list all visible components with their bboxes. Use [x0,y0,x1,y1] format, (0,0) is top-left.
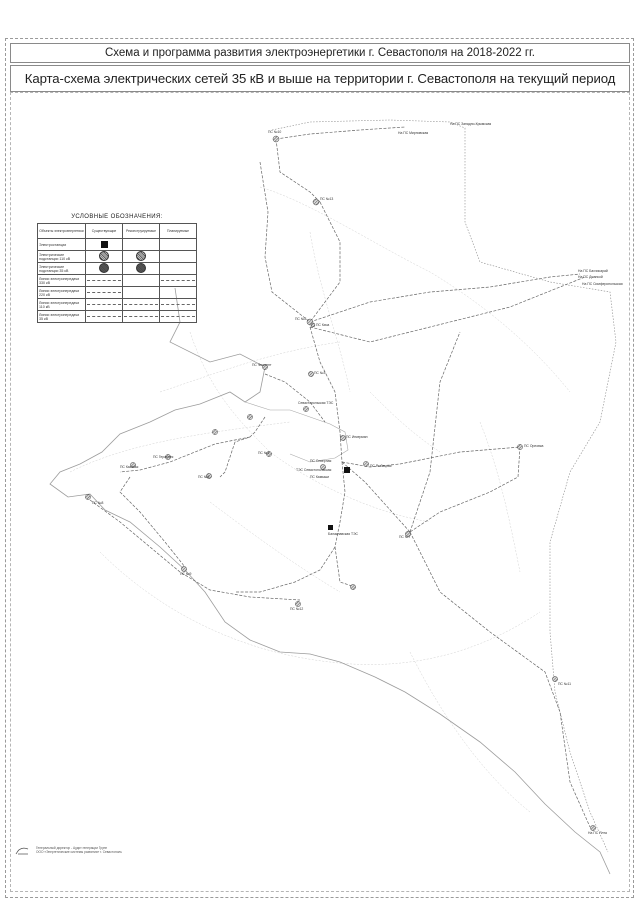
legend-row-label: Линии электропередачи 110 кВ [38,299,86,311]
line-east-c [410,332,460,532]
label-ps-left-b: ПС Гераклея [153,455,174,459]
power-plant-marker [344,467,350,473]
substation-marker [273,136,279,142]
label-ps-top-far: На ПС Западно-Крымская [450,122,492,126]
line-330-planned-symbol [161,280,195,281]
legend-row-label: Электрические подстанции 35 кВ [38,263,86,275]
substation-marker [247,414,252,419]
label-ps-right-mid: ПС Орловка [524,444,544,448]
label-ps-center-c: ПС Северная [310,459,332,463]
line-west-d [235,547,335,592]
substation-marker [350,584,355,589]
substation-marker [181,566,186,571]
label-ps-left-a: ПС Казачья [120,465,139,469]
footer-note [36,846,171,854]
line-110-symbol [87,304,121,305]
label-ps-center-f: ПС Рыбацкая [370,464,392,468]
label-ps-east-feed: На ПС Бахчисарай [578,269,608,273]
line-north-c [310,202,340,322]
label-ps-center-b: Севастопольская ТЭС [298,401,334,405]
substation-35-symbol [99,263,109,273]
line-west-a [235,417,265,442]
coastline [50,288,610,874]
substation-35-reconstructed-symbol [136,263,146,273]
label-ps-east-south: ПС №11 [558,682,571,686]
line-north-a [276,127,405,139]
line-west-f [90,500,300,600]
document-title [10,43,630,63]
line-center-a [310,327,342,462]
line-330-symbol [87,280,121,281]
label-ps-south-b: ПС №9 [180,572,192,576]
substation-marker [517,444,522,449]
substation-marker [340,435,345,440]
footer-note-line1: Генеральный директор - Аудит генерации Групп [36,846,108,850]
document-title-text: Схема и программа развития электроэнергетики г. Севастополя на 2018-2022 гг. [104,47,536,59]
substation-marker [303,406,308,411]
line-east-d [400,447,520,464]
line-110-reconstructed-symbol [124,304,158,305]
line-south-a [410,532,590,827]
label-ps-left-d: ПС №6 [198,475,210,479]
label-ps-center-g: Балаклавская ТЭС [328,532,358,536]
substation-marker [295,601,300,606]
legend-col-existing: Существующие [86,224,123,239]
legend-row-label: Электрические подстанции 110 кВ [38,251,86,263]
label-ps-left-c: ПС №4 [258,451,270,455]
map-subtitle-text: Карта-схема электрических сетей 35 кВ и выше на территории г. Севастополя на текущий период [24,71,616,86]
legend-col-objects: Объекты электроэнергетики [38,224,86,239]
map-subtitle [10,65,630,92]
substation-110-symbol [99,251,109,261]
line-center-d [342,462,410,532]
label-ps-ingul: ПС №10 [268,130,282,134]
legend-table [37,223,197,323]
label-ps-port: ПС Кача [316,323,330,327]
line-east-e [410,447,520,532]
line-north-b [276,139,320,202]
label-ps-n2: ПС №2 [295,317,307,321]
substation-marker [313,199,319,205]
label-ps-far-south: На ПС Ялта [588,831,607,835]
company-logo-icon [14,846,32,856]
label-ps-fiolent: ПС Фиолент [252,363,272,367]
line-center-e [265,374,325,422]
power-plants [328,467,350,530]
line-west-c [220,442,235,477]
legend-row-label: Линии электропередачи 35 кВ [38,311,86,323]
label-ps-east-feed3: На ПС Симферопольская [582,282,623,286]
legend-col-planned: Планируемые [160,224,197,239]
line-35-reconstructed-symbol [124,316,158,317]
label-ps-mid-right: ПС №7 [399,535,411,539]
label-ps-center-d: ПС Камыши [310,475,330,479]
line-west-b [120,437,250,472]
label-ps-top-right: На ПС Мирновская [398,131,429,135]
substation-marker [552,676,557,681]
substation-marker [308,371,313,376]
line-220-symbol [87,292,121,293]
label-ps-center-e: ТЭС Севастопольская [296,468,332,472]
line-east-b [310,277,585,342]
legend-row-label: Электростанции [38,239,86,251]
label-ps-n13: ПС №13 [320,197,334,201]
line-35-symbol [87,316,121,317]
legend-row-label: Линии электропередачи 330 кВ [38,275,86,287]
legend-title: УСЛОВНЫЕ ОБОЗНАЧЕНИЯ: [71,214,163,220]
line-north-d [260,162,310,322]
line-35-planned-symbol [161,316,195,317]
substation-marker [212,429,217,434]
substation-110-reconstructed-symbol [136,251,146,261]
label-ps-east-feed2: На ПС Джанкой [578,275,603,279]
legend-row-label: Линии электропередачи 220 кВ [38,287,86,299]
footer-note-line2: ООО «Энергетические системы развития» г. Севастополь [36,850,122,854]
substation-marker [590,825,595,830]
power-plant-symbol [101,241,108,248]
label-ps-inkerman: ПС Инкерман [346,435,368,439]
substation-marker [363,461,368,466]
line-south-b [335,547,355,587]
network-map [10,92,630,892]
legend-col-reconstructed: Реконструируемые [123,224,160,239]
substation-marker [311,323,315,327]
substation-marker [85,494,90,499]
map-legend [37,214,197,323]
power-plant-marker [328,525,333,530]
label-ps-center-a: ПС №3 [314,371,326,375]
line-110-planned-symbol [161,304,195,305]
label-ps-south-c: ПС №12 [290,607,304,611]
label-ps-south-a: ПС №8 [92,501,104,505]
